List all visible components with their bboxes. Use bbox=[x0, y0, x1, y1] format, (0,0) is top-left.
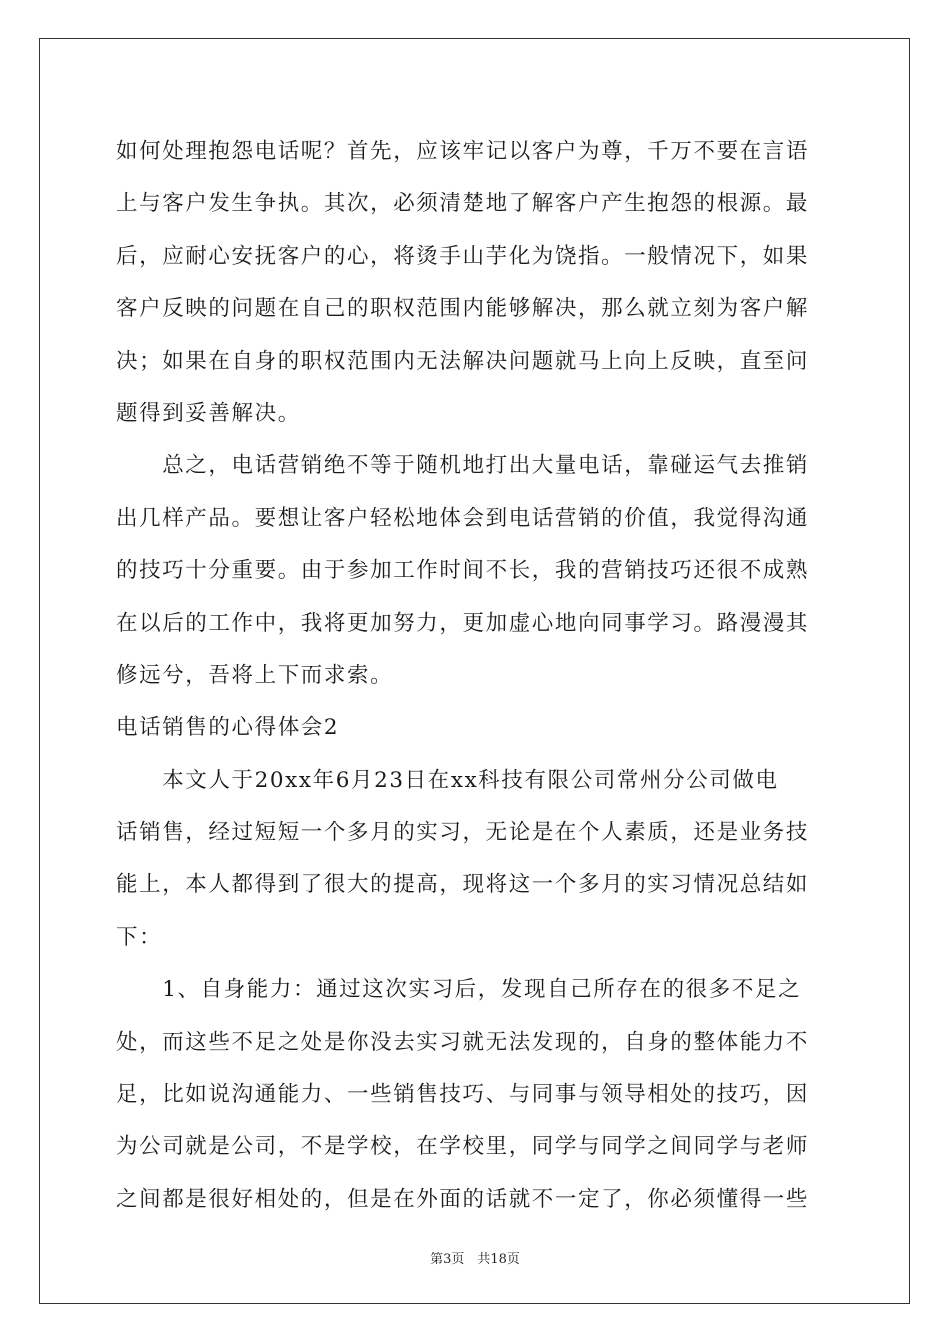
body-line: 上与客户发生争执。其次，必须清楚地了解客户产生抱怨的根源。最 bbox=[116, 191, 810, 217]
body-line: 出几样产品。要想让客户轻松地体会到电话营销的价值，我觉得沟通 bbox=[116, 505, 810, 531]
body-line: 在以后的工作中，我将更加努力，更加虚心地向同事学习。路漫漫其 bbox=[116, 610, 810, 636]
body-line: 话销售，经过短短一个多月的实习，无论是在个人素质，还是业务技 bbox=[116, 820, 810, 846]
page-number: 第3页 共18页 bbox=[430, 1252, 520, 1267]
body-line: 如何处理抱怨电话呢？首先，应该牢记以客户为尊，千万不要在言语 bbox=[116, 139, 810, 164]
body-line: 能上，本人都得到了很大的提高，现将这一个多月的实习情况总结如 bbox=[116, 872, 810, 898]
section-heading: 电话销售的心得体会2 bbox=[116, 715, 340, 741]
body-line: 后，应耐心安抚客户的心，将烫手山芋化为饶指。一般情况下，如果 bbox=[116, 243, 810, 269]
body-line: 决；如果在自身的职权范围内无法解决问题就马上向上反映，直至问 bbox=[116, 348, 810, 374]
body-line: 足，比如说沟通能力、一些销售技巧、与同事与领导相处的技巧，因 bbox=[116, 1082, 810, 1108]
body-line: 的技巧十分重要。由于参加工作时间不长，我的营销技巧还很不成熟 bbox=[116, 558, 810, 584]
body-line: 总之，电话营销绝不等于随机地打出大量电话，靠碰运气去推销 bbox=[116, 453, 810, 479]
body-line: 客户反映的问题在自己的职权范围内能够解决，那么就立刻为客户解 bbox=[116, 296, 810, 322]
document-body bbox=[116, 126, 836, 1226]
body-line: 处，而这些不足之处是你没去实习就无法发现的，自身的整体能力不 bbox=[116, 1029, 810, 1055]
body-line: 修远兮，吾将上下而求索。 bbox=[116, 662, 394, 688]
body-line: 为公司就是公司，不是学校，在学校里，同学与同学之间同学与老师 bbox=[116, 1134, 810, 1160]
body-line: 题得到妥善解决。 bbox=[116, 400, 301, 426]
body-line: 下： bbox=[116, 924, 163, 950]
body-line: 本文人于20xx年6月23日在xx科技有限公司常州分公司做电 bbox=[116, 767, 779, 793]
body-line: 1、自身能力：通过这次实习后，发现自己所存在的很多不足之 bbox=[116, 977, 802, 1003]
body-line: 之间都是很好相处的，但是在外面的话就不一定了，你必须懂得一些 bbox=[116, 1186, 810, 1212]
